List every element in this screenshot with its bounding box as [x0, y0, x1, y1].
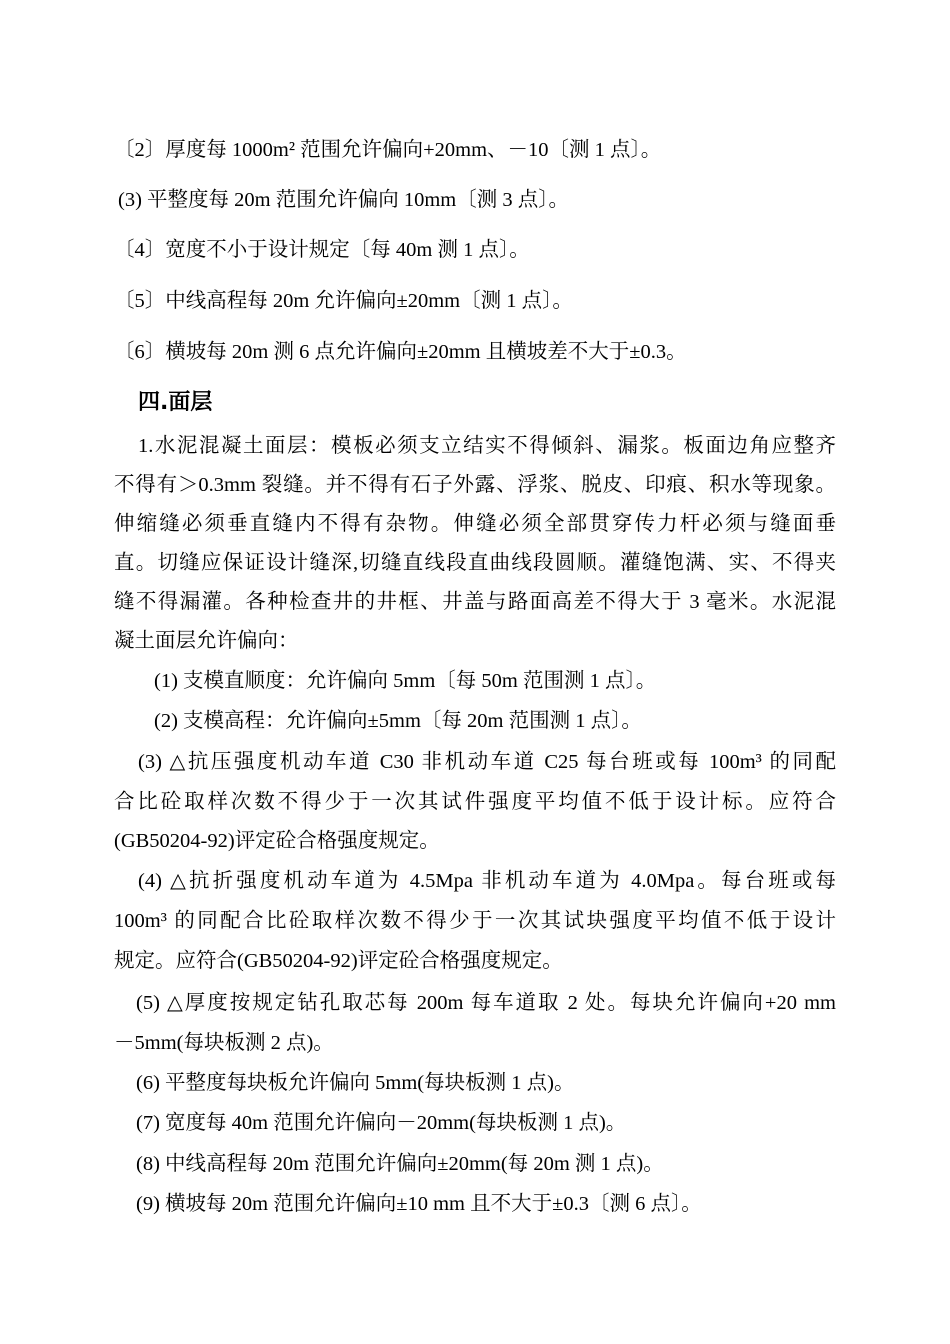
item-thickness-coring: (5) △厚度按规定钻孔取芯每 200m 每车道取 2 处。每块允许偏向+20 mm [136, 992, 836, 1014]
list-item-thickness: 〔2〕厚度每 1000m² 范围允许偏向+20mm、－10〔测 1 点〕。 [114, 139, 662, 161]
paragraph-line: 伸缩缝必须垂直缝内不得有杂物。伸缝必须全部贯穿传力杆必须与缝面垂 [114, 513, 836, 535]
section-heading: 四.面层 [138, 390, 213, 415]
paragraph-line: 直。切缝应保证设计缝深,切缝直线段直曲线段圆顺。灌缝饱满、实、不得夹 [114, 552, 836, 574]
item-compressive-strength: 合比砼取样次数不得少于一次其试件强度平均值不低于设计标。应符合 [114, 791, 836, 813]
item-flexural-strength: 规定。应符合(GB50204-92)评定砼合格强度规定。 [114, 950, 563, 972]
list-item-cross-slope: 〔6〕横坡每 20m 测 6 点允许偏向±20mm 且横坡差不大于±0.3。 [114, 341, 687, 363]
item-formwork-straightness: (1) 支模直顺度：允许偏向 5mm〔每 50m 范围测 1 点〕。 [154, 670, 657, 692]
paragraph-line: 缝不得漏灌。各种检查井的井框、井盖与路面高差不得大于 3 毫米。水泥混 [114, 591, 836, 613]
paragraph-line: 凝土面层允许偏向： [114, 630, 299, 652]
item-thickness-coring: －5mm(每块板测 2 点)。 [114, 1032, 334, 1054]
item-centerline-elevation: (8) 中线高程每 20m 范围允许偏向±20mm(每 20m 测 1 点)。 [136, 1153, 664, 1175]
item-width: (7) 宽度每 40m 范围允许偏向－20mm(每块板测 1 点)。 [136, 1112, 627, 1134]
item-formwork-elevation: (2) 支模高程：允许偏向±5mm〔每 20m 范围测 1 点〕。 [154, 710, 642, 732]
item-compressive-strength: (3) △抗压强度机动车道 C30 非机动车道 C25 每台班或每 100m³ 的同配 [138, 751, 836, 773]
list-item-width: 〔4〕宽度不小于设计规定〔每 40m 测 1 点〕。 [114, 239, 530, 261]
paragraph-line: 1.水泥混凝土面层：模板必须支立结实不得倾斜、漏浆。板面边角应整齐 [138, 435, 836, 457]
paragraph-line: 不得有＞0.3mm 裂缝。并不得有石子外露、浮浆、脱皮、印痕、积水等现象。 [114, 474, 836, 496]
item-slab-flatness: (6) 平整度每块板允许偏向 5mm(每块板测 1 点)。 [136, 1072, 575, 1094]
list-item-flatness: (3) 平整度每 20m 范围允许偏向 10mm〔测 3 点〕。 [118, 189, 569, 211]
item-flexural-strength: (4) △抗折强度机动车道为 4.5Mpa 非机动车道为 4.0Mpa。每台班或每 [138, 870, 836, 892]
item-cross-slope: (9) 横坡每 20m 范围允许偏向±10 mm 且不大于±0.3〔测 6 点〕。 [136, 1193, 702, 1215]
item-flexural-strength: 100m³ 的同配合比砼取样次数不得少于一次其试块强度平均值不低于设计 [114, 910, 836, 932]
list-item-centerline-elevation: 〔5〕中线高程每 20m 允许偏向±20mm〔测 1 点〕。 [114, 290, 573, 312]
item-compressive-strength: (GB50204-92)评定砼合格强度规定。 [114, 830, 440, 852]
